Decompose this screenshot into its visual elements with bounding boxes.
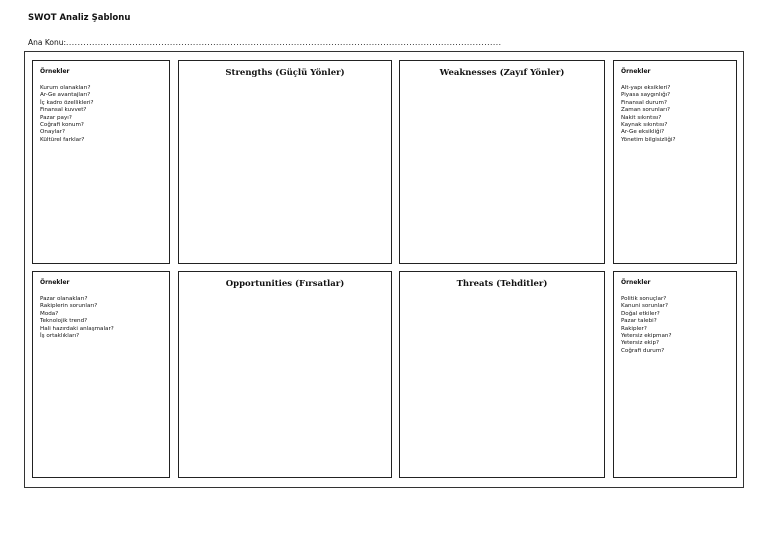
strengths-title: Strengths (Güçlü Yönler) [225, 68, 345, 78]
strengths-box[interactable] [178, 60, 392, 264]
example-item: İç kadro özellikleri? [40, 99, 94, 106]
opportunities-title: Opportunities (Fırsatlar) [225, 279, 345, 289]
example-item: Kültürel farklar? [40, 136, 85, 143]
example-item: Pazar olanakları? [40, 296, 88, 302]
examples-box-weaknesses [613, 60, 737, 264]
weaknesses-title: Weaknesses (Zayıf Yönler) [439, 68, 565, 78]
example-item: Doğal etkiler? [621, 310, 660, 317]
examples-box-strengths [32, 60, 170, 264]
example-item: Pazar payı? [40, 114, 72, 121]
examples-title: Örnekler [621, 279, 651, 286]
example-item: Yetersiz ekipman? [621, 333, 672, 340]
examples-list [40, 296, 114, 340]
example-item: Nakit sıkıntısı? [621, 114, 662, 121]
example-item: Finansal kuvvet? [40, 107, 87, 114]
examples-title: Örnekler [40, 68, 70, 75]
opportunities-box[interactable] [178, 271, 392, 478]
examples-list [621, 296, 671, 355]
example-item: Moda? [40, 310, 59, 317]
example-item: Zaman sorunları? [621, 107, 670, 114]
example-item: Onaylar? [40, 129, 65, 136]
example-item: Finansal durum? [621, 99, 667, 106]
example-item: Kaynak sıkıntısı? [621, 122, 668, 129]
examples-list [40, 85, 94, 144]
examples-title: Örnekler [621, 68, 651, 75]
example-item: Piyasa saygınlığı? [621, 92, 671, 99]
threats-title: Threats (Tehditler) [456, 279, 548, 289]
examples-box-opportunities [32, 271, 170, 478]
example-item: Pazar talebi? [621, 318, 657, 325]
examples-title: Örnekler [40, 279, 70, 286]
example-item: Yönetim bilgisizliği? [621, 136, 676, 143]
example-item: İş ortaklıkları? [40, 333, 80, 340]
example-item: Coğrafi durum? [621, 347, 665, 354]
example-item: Ar-Ge eksikliği? [621, 129, 665, 136]
main-topic-line [28, 38, 502, 47]
example-item: Kurum olanakları? [40, 85, 91, 91]
example-item: Hali hazırdaki anlaşmalar? [40, 325, 114, 332]
threats-box[interactable] [399, 271, 605, 478]
example-item: Yetersiz ekip? [621, 340, 659, 347]
examples-list [621, 85, 675, 144]
weaknesses-box[interactable] [399, 60, 605, 264]
example-item: Rakipler? [621, 325, 647, 332]
example-item: Rakiplerin sorunları? [40, 303, 98, 310]
main-topic-dots: ....................................................................................................................................................... [66, 38, 502, 47]
main-topic-label: Ana Konu: [28, 38, 67, 47]
document-title: SWOT Analiz Şablonu [28, 13, 131, 23]
example-item: Teknolojik trend? [40, 318, 88, 325]
example-item: Ar-Ge avantajları? [40, 92, 91, 99]
example-item: Coğrafi konum? [40, 122, 84, 129]
example-item: Kanuni sorunlar? [621, 303, 668, 310]
examples-box-threats [613, 271, 737, 478]
example-item: Politik sonuçlar? [621, 296, 667, 302]
example-item: Alt-yapı eksikleri? [621, 85, 671, 91]
